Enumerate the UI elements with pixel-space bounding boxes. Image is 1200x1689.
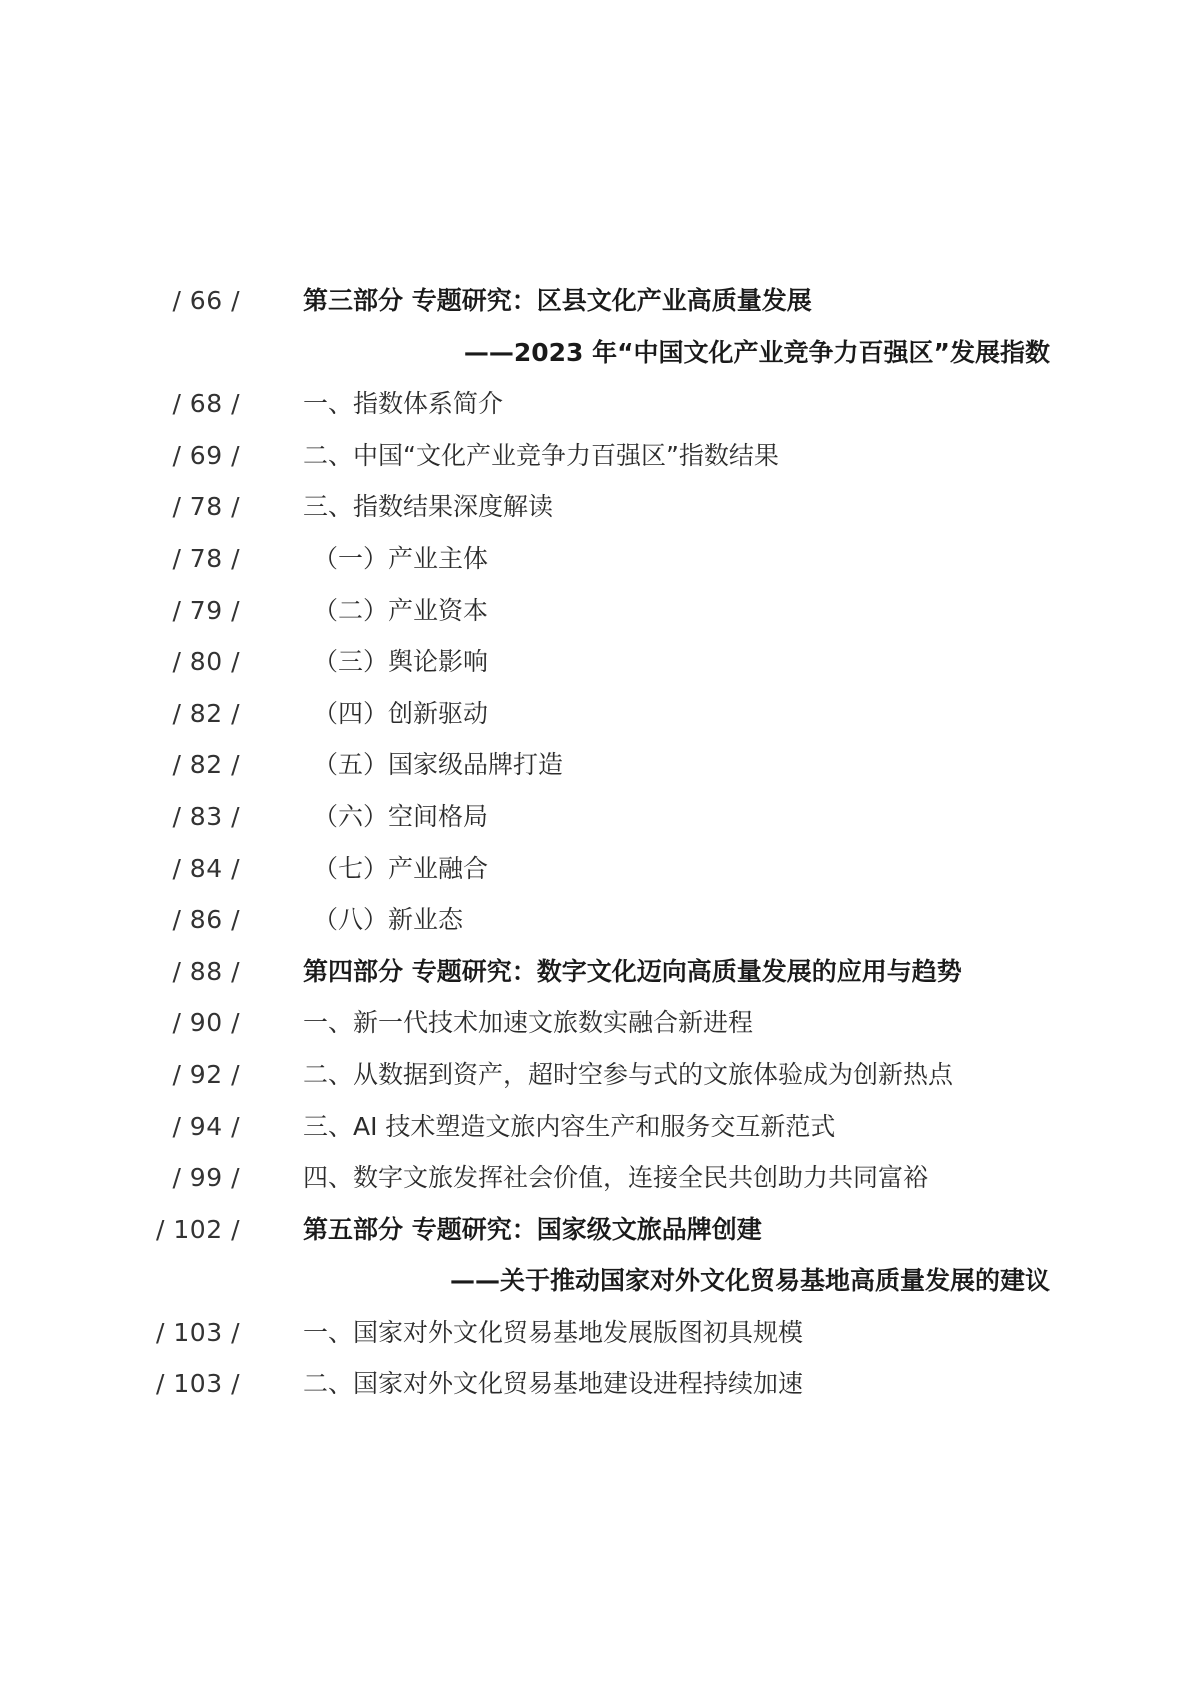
toc-subentry[interactable] [0,739,1200,791]
toc-subentry-title: （三）舆论影响 [313,647,489,677]
toc-section-heading[interactable] [0,275,1200,327]
toc-subentry-title: （一）产业主体 [313,543,489,573]
toc-page-number: / 79 / [172,595,240,625]
toc-subentry[interactable] [0,533,1200,585]
toc-page-number: / 103 / [156,1317,240,1347]
toc-subentry[interactable] [0,636,1200,688]
toc-subentry[interactable] [0,843,1200,895]
toc-entry-title: 二、国家对外文化贸易基地建设进程持续加速 [303,1369,804,1399]
toc-subentry[interactable] [0,688,1200,740]
toc-entry-title: 一、新一代技术加速文旅数实融合新进程 [303,1008,754,1038]
toc-section-heading[interactable] [0,946,1200,998]
toc-entry[interactable] [0,1101,1200,1153]
toc-entry[interactable] [0,1152,1200,1204]
toc-entry[interactable] [0,1358,1200,1410]
toc-entry-title: 四、数字文旅发挥社会价值，连接全民共创助力共同富裕 [303,1163,929,1193]
toc-page-number: / 92 / [172,1059,240,1089]
toc-section-subtitle [0,1255,1200,1307]
toc-subentry[interactable] [0,791,1200,843]
toc-page-number: / 83 / [172,801,240,831]
toc-section-title: 第三部分 专题研究：区县文化产业高质量发展 [303,286,812,315]
toc-entry[interactable] [0,1049,1200,1101]
toc-subentry-title: （四）创新驱动 [313,698,489,728]
toc-subentry-title: （八）新业态 [313,905,464,935]
toc-page-number: / 82 / [172,698,240,728]
toc-subentry-title: （七）产业融合 [313,853,489,883]
toc-page-number: / 80 / [172,647,240,677]
toc-page-number: / 102 / [156,1214,240,1244]
toc-entry[interactable] [0,1307,1200,1359]
toc-page-number: / 99 / [172,1163,240,1193]
toc-page-number: / 88 / [172,956,240,986]
toc-subentry-title: （二）产业资本 [313,595,489,625]
toc-section-subtitle-text: ——关于推动国家对外文化贸易基地高质量发展的建议 [449,1266,1050,1296]
toc-page-number: / 103 / [156,1369,240,1399]
toc-section-heading[interactable] [0,1204,1200,1256]
toc-page-number: / 68 / [172,389,240,419]
toc-entry-title: 三、指数结果深度解读 [303,492,554,522]
toc-page-number: / 84 / [172,853,240,883]
toc-subentry-title: （六）空间格局 [313,801,489,831]
toc-page-number: / 78 / [172,492,240,522]
toc-entry-title: 一、国家对外文化贸易基地发展版图初具规模 [303,1317,804,1347]
toc-page-number: / 90 / [172,1008,240,1038]
toc-entry-title: 一、指数体系简介 [303,389,504,419]
toc-entry[interactable] [0,481,1200,533]
toc-section-subtitle-text: ——2023 年“中国文化产业竞争力百强区”发展指数 [463,337,1050,367]
toc-section-subtitle [0,327,1200,379]
toc-page-number: / 66 / [172,286,240,315]
toc-page-number: / 69 / [172,440,240,470]
toc-subentry[interactable] [0,585,1200,637]
toc-section-title: 第五部分 专题研究：国家级文旅品牌创建 [303,1214,762,1244]
table-of-contents [0,275,1200,1410]
toc-entry-title: 二、从数据到资产，超时空参与式的文旅体验成为创新热点 [303,1059,954,1089]
toc-entry[interactable] [0,378,1200,430]
toc-entry-title: 三、AI 技术塑造文旅内容生产和服务交互新范式 [303,1111,836,1141]
toc-subentry[interactable] [0,894,1200,946]
toc-entry[interactable] [0,997,1200,1049]
toc-entry-title: 二、中国“文化产业竞争力百强区”指数结果 [303,440,779,470]
toc-entry[interactable] [0,430,1200,482]
toc-page-number: / 94 / [172,1111,240,1141]
toc-page-number: / 78 / [172,543,240,573]
toc-page-number: / 86 / [172,905,240,935]
toc-page-number: / 82 / [172,750,240,780]
toc-section-title: 第四部分 专题研究：数字文化迈向高质量发展的应用与趋势 [303,956,962,986]
toc-subentry-title: （五）国家级品牌打造 [313,750,564,780]
